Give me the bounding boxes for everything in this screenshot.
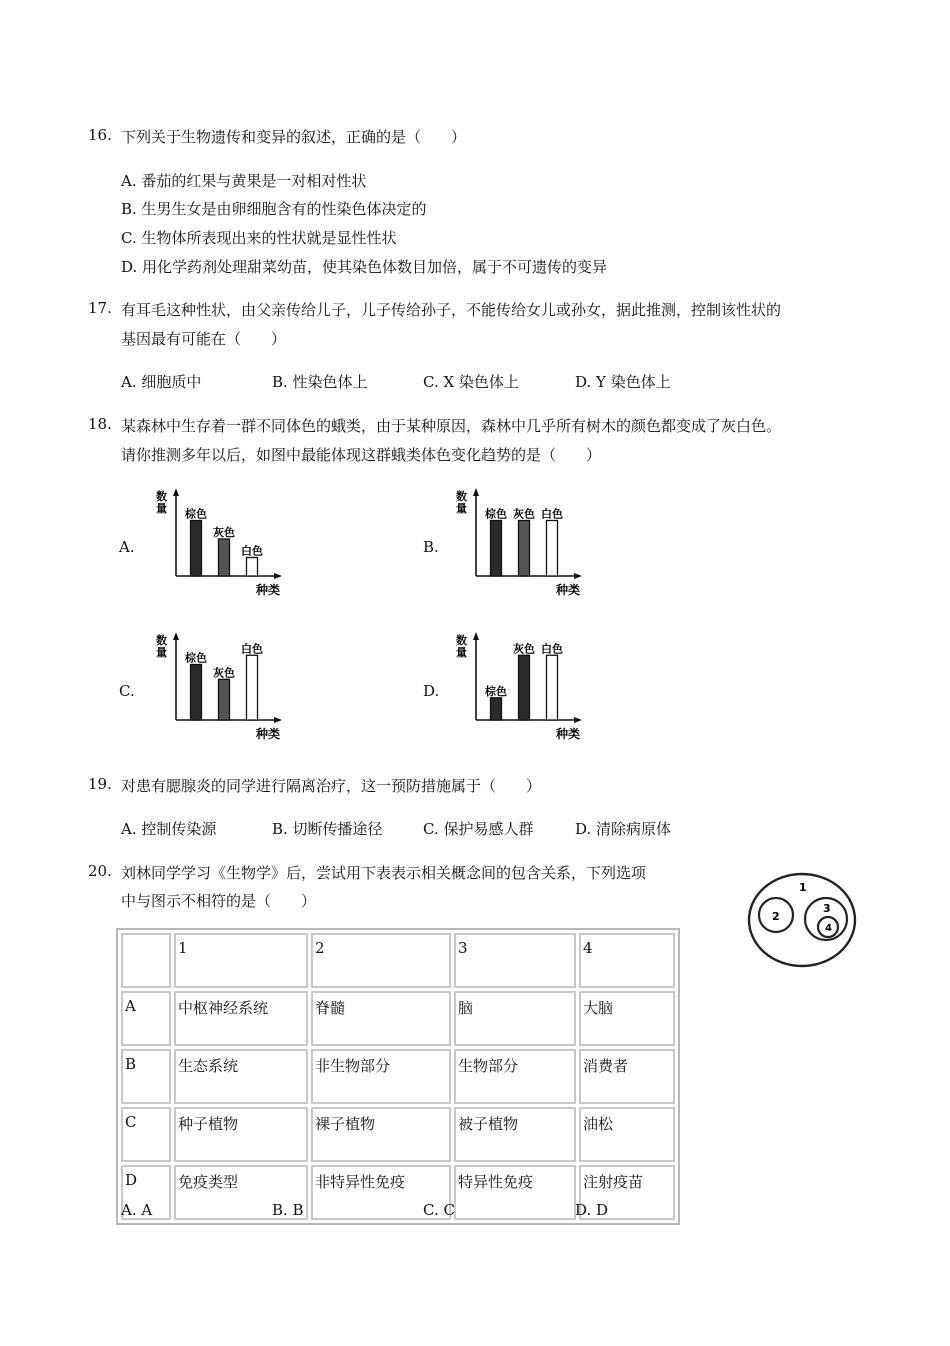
table-cell: B xyxy=(121,1049,171,1104)
q19-option-a: A. 控制传染源 xyxy=(121,820,217,838)
q19-option-c: C. 保护易感人群 xyxy=(423,820,534,838)
x-axis-label: 种类 xyxy=(556,727,581,741)
bar-0 xyxy=(191,521,202,577)
q18-chart-d xyxy=(452,628,592,746)
q18-option-b-label: B. xyxy=(423,538,439,556)
bar-2 xyxy=(547,521,558,577)
x-axis-label: 种类 xyxy=(256,583,281,597)
diagram-label-4: 4 xyxy=(825,923,832,934)
table-cell: A xyxy=(121,991,171,1046)
y-axis-label: 量 xyxy=(156,646,167,659)
bar-2 xyxy=(247,558,258,577)
bar-label: 白色 xyxy=(241,642,263,656)
table-row xyxy=(121,991,675,1046)
table-cell: 非特异性免疫 xyxy=(311,1165,451,1220)
y-axis-label: 数 xyxy=(456,634,467,647)
table-cell: 裸子植物 xyxy=(311,1107,451,1162)
q20-option-d: D. D xyxy=(575,1201,609,1219)
table-header-row xyxy=(121,933,675,988)
table-cell: 生态系统 xyxy=(174,1049,308,1104)
table-cell: 大脑 xyxy=(579,991,675,1046)
q20-concept-table xyxy=(116,928,680,1225)
x-axis-arrow xyxy=(574,717,582,723)
y-axis-arrow xyxy=(473,632,479,640)
x-axis-label: 种类 xyxy=(556,583,581,597)
bar-1 xyxy=(219,539,230,576)
q20-option-b: B. B xyxy=(272,1201,304,1219)
q16-option-c: C. 生物体所表现出来的性状就是显性性状 xyxy=(121,229,397,247)
q16-stem: 下列关于生物遗传和变异的叙述，正确的是（ ） xyxy=(121,128,467,146)
y-axis-arrow xyxy=(173,632,179,640)
bar-0 xyxy=(191,665,202,721)
bar-0 xyxy=(491,521,502,577)
y-axis-label: 数 xyxy=(156,490,167,503)
diagram-label-1: 1 xyxy=(799,881,807,894)
bar-label: 灰色 xyxy=(513,642,535,656)
table-cell: 特异性免疫 xyxy=(454,1165,576,1220)
q20-stem-line2: 中与图示不相符的是（ ） xyxy=(121,892,317,910)
q17-stem-line2: 基因最有可能在（ ） xyxy=(121,330,287,348)
table-cell xyxy=(121,933,171,988)
q18-option-a-label: A. xyxy=(119,538,135,556)
diagram-label-3: 3 xyxy=(823,902,831,915)
bar-label: 棕色 xyxy=(485,507,507,521)
bar-0 xyxy=(491,698,502,720)
table-cell: 非生物部分 xyxy=(311,1049,451,1104)
y-axis-label: 量 xyxy=(156,502,167,515)
bar-label: 灰色 xyxy=(513,507,535,521)
q17-option-d: D. Y 染色体上 xyxy=(575,373,671,391)
y-axis-label: 量 xyxy=(456,502,467,515)
bar-1 xyxy=(519,655,530,720)
bar-label: 棕色 xyxy=(485,684,507,698)
table-cell: D xyxy=(121,1165,171,1220)
q20-option-a: A. A xyxy=(121,1201,153,1219)
table-cell: 4 xyxy=(579,933,675,988)
q19-option-d: D. 清除病原体 xyxy=(575,820,672,838)
y-axis-arrow xyxy=(473,488,479,496)
x-axis-arrow xyxy=(274,717,282,723)
table-cell: 油松 xyxy=(579,1107,675,1162)
y-axis-label: 数 xyxy=(156,634,167,647)
q18-option-c-label: C. xyxy=(119,682,135,700)
table-cell: 中枢神经系统 xyxy=(174,991,308,1046)
q20-inclusion-diagram xyxy=(744,870,860,970)
table-cell: 2 xyxy=(311,933,451,988)
table-cell: 种子植物 xyxy=(174,1107,308,1162)
bar-label: 白色 xyxy=(541,642,563,656)
table-cell: 被子植物 xyxy=(454,1107,576,1162)
bar-label: 灰色 xyxy=(213,526,235,539)
q19-stem: 对患有腮腺炎的同学进行隔离治疗，这一预防措施属于（ ） xyxy=(121,777,542,795)
q17-option-b: B. 性染色体上 xyxy=(272,373,368,391)
q16-option-b: B. 生男生女是由卵细胞含有的性染色体决定的 xyxy=(121,200,427,218)
q17-number: 17. xyxy=(88,299,112,317)
q18-stem-line2: 请你推测多年以后，如图中最能体现这群蛾类体色变化趋势的是（ ） xyxy=(121,446,602,464)
q16-number: 16. xyxy=(88,126,112,144)
q17-option-c: C. X 染色体上 xyxy=(423,373,519,391)
bar-1 xyxy=(219,679,230,720)
y-axis-label: 数 xyxy=(456,490,467,503)
bar-label: 棕色 xyxy=(185,651,207,665)
table-row xyxy=(121,1049,675,1104)
q19-number: 19. xyxy=(88,775,112,793)
table-cell: 生物部分 xyxy=(454,1049,576,1104)
q20-stem-line1: 刘林同学学习《生物学》后，尝试用下表表示相关概念间的包含关系，下列选项 xyxy=(121,864,647,882)
x-axis-arrow xyxy=(274,573,282,579)
bar-label: 灰色 xyxy=(213,666,235,680)
x-axis-arrow xyxy=(574,573,582,579)
table-cell: 免疫类型 xyxy=(174,1165,308,1220)
q18-option-d-label: D. xyxy=(423,682,440,700)
diagram-label-2: 2 xyxy=(772,910,780,923)
table-cell: 注射疫苗 xyxy=(579,1165,675,1220)
table-cell: 1 xyxy=(174,933,308,988)
q18-chart-a xyxy=(152,484,292,602)
y-axis-arrow xyxy=(173,488,179,496)
q20-option-c: C. C xyxy=(423,1201,455,1219)
table-row xyxy=(121,1107,675,1162)
table-cell: 3 xyxy=(454,933,576,988)
bar-label: 白色 xyxy=(241,544,263,558)
q18-chart-c xyxy=(152,628,292,746)
q18-chart-b xyxy=(452,484,592,602)
bar-2 xyxy=(247,655,258,720)
q19-option-b: B. 切断传播途径 xyxy=(272,820,383,838)
bar-2 xyxy=(547,655,558,720)
q18-number: 18. xyxy=(88,415,112,433)
y-axis-label: 量 xyxy=(456,646,467,659)
q20-number: 20. xyxy=(88,862,112,880)
table-cell: 脊髓 xyxy=(311,991,451,1046)
table-cell: C xyxy=(121,1107,171,1162)
bar-1 xyxy=(519,521,530,577)
q16-option-a: A. 番茄的红果与黄果是一对相对性状 xyxy=(121,172,367,190)
bar-label: 棕色 xyxy=(185,507,207,521)
table-cell: 消费者 xyxy=(579,1049,675,1104)
table-cell: 脑 xyxy=(454,991,576,1046)
q17-option-a: A. 细胞质中 xyxy=(121,373,202,391)
q18-stem-line1: 某森林中生存着一群不同体色的蛾类，由于某种原因，森林中几乎所有树木的颜色都变成了灰白色。 xyxy=(121,417,782,435)
q16-option-d: D. 用化学药剂处理甜菜幼苗，使其染色体数目加倍，属于不可遗传的变异 xyxy=(121,258,608,276)
bar-label: 白色 xyxy=(541,507,563,521)
x-axis-label: 种类 xyxy=(256,727,281,741)
q17-stem-line1: 有耳毛这种性状，由父亲传给儿子，儿子传给孙子，不能传给女儿或孙女，据此推测，控制该性状的 xyxy=(121,301,782,319)
